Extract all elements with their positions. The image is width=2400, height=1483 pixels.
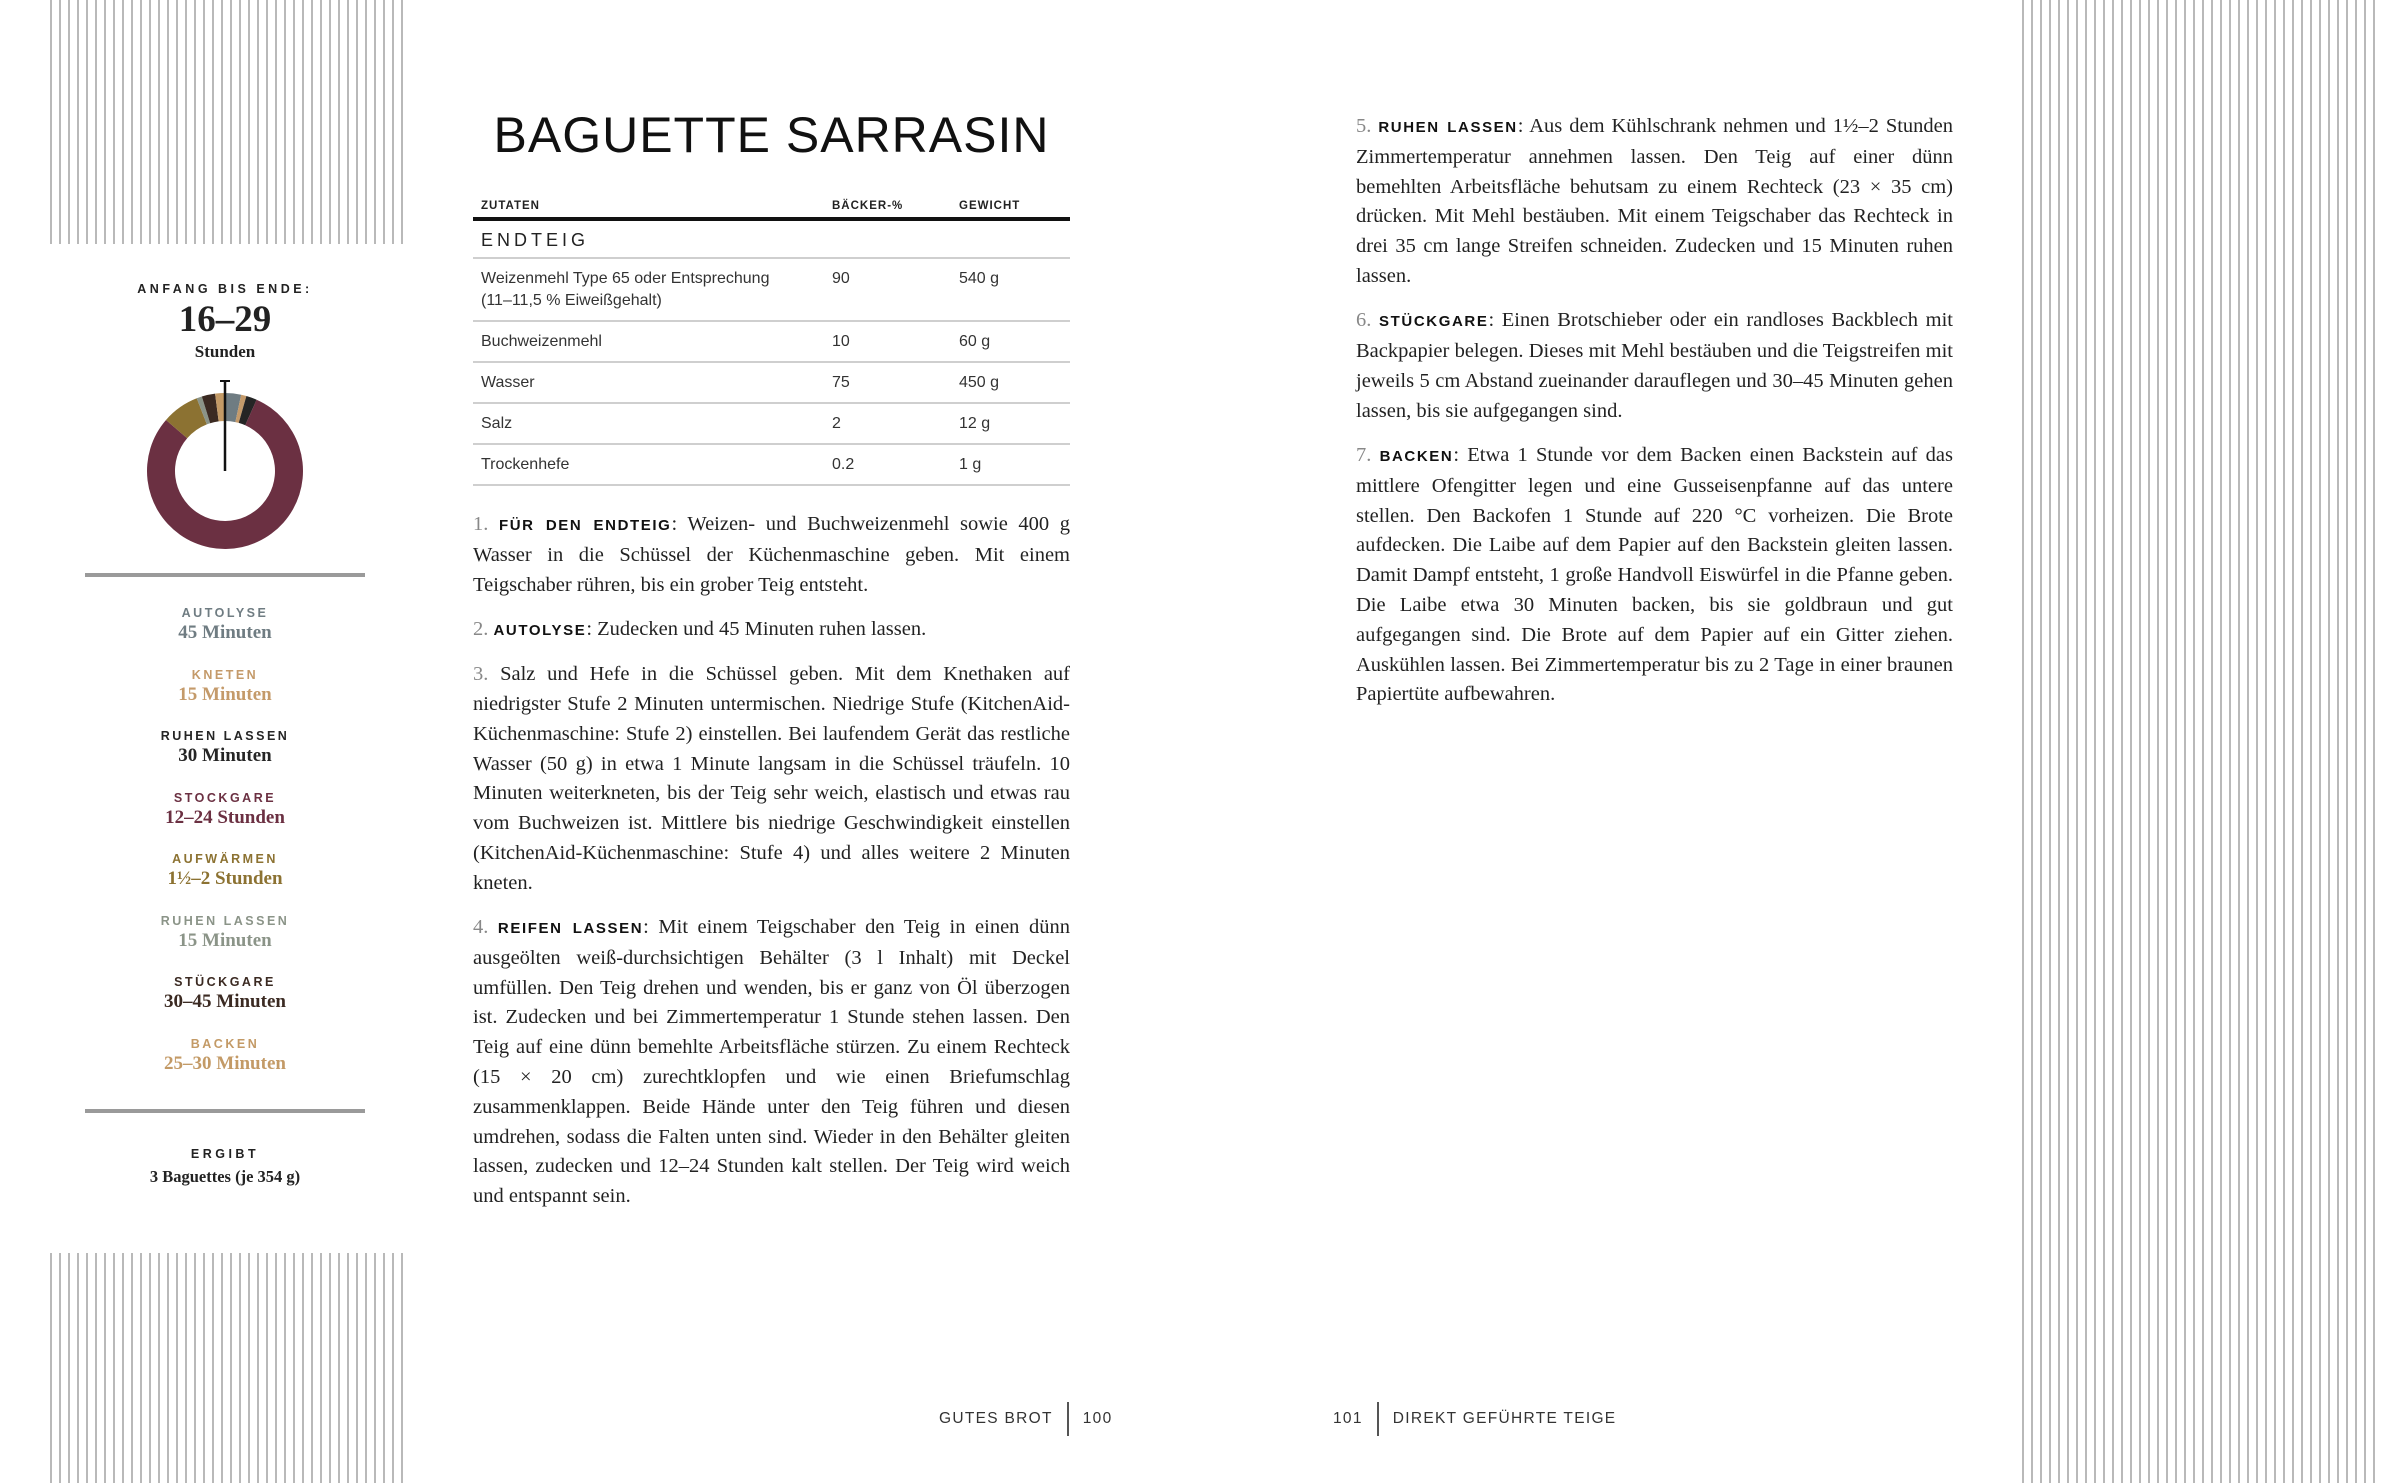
decorative-stripes-top-left: [43, 0, 410, 244]
timeline-sidebar: [85, 282, 365, 1187]
step-text: : Aus dem Kühlschrank nehmen und 1½–2 Stunden Zimmertemperatur annehmen lassen. Den Teig auf einer dünn bemehlten Arbeitsfläche behutsam zu einem Rechteck (23 × 35 cm) drücken. Mit Mehl bestäuben. Mit einem Teigschaber das Rechteck in drei 35 cm lange Streifen schneiden. Zudecken und 15 Minuten ruhen lassen.: [1356, 115, 1954, 287]
step-text: Salz und Hefe in die Schüssel geben. Mit dem Knethaken auf niedrigster Stufe 2 Minuten untermischen. Niedrige Stufe (KitchenAid-Küchenmaschine: Stufe 2) einstellen. Bei laufendem Gerät das restliche Wasser (50 g) in etwa 1 Minute langsam in die Schüssel träufeln. 10 Minuten weiterkneten, bis der Teig sehr weich, elastisch und etwas rau vom Buchweizen ist. Mittlere bis niedrige Geschwindigkeit einstellen (KitchenAid-Küchenmaschine: Stufe 4) und alles weitere 2 Minuten kneten.: [473, 663, 1070, 894]
phase-label: KNETEN: [191, 667, 259, 682]
ingredient-note: (11–11,5 % Eiweißgehalt): [481, 292, 662, 309]
step-number: 6.: [1356, 309, 1372, 332]
phase-item: [85, 667, 365, 729]
instruction-step: [473, 615, 1070, 646]
instruction-step: [1356, 306, 1953, 426]
instruction-step: [473, 510, 1070, 600]
phase-duration: 1½–2 Stunden: [167, 868, 283, 889]
instructions-column-left: [473, 510, 1070, 1227]
table-section-row: [473, 219, 1070, 258]
phase-duration: 12–24 Stunden: [165, 806, 285, 828]
ingredient-name-cell: [473, 258, 824, 321]
table-row: [473, 403, 1070, 444]
phase-label: AUTOLYSE: [181, 606, 269, 620]
footer-right: [1333, 1402, 1616, 1436]
column-header-weight: GEWICHT: [951, 200, 1070, 219]
step-text: : Mit einem Teigschaber den Teig in einen dünn ausgeölten weiß-durchsichtigen Behälter (3 l Inhalt) mit Deckel umfüllen. Den Teig drehen und wenden, bis er ganz von Öl überzogen ist. Zudecken und bei Zimmertemperatur 1 Stunde stehen lassen. Den Teig auf eine dünn bemehlte Arbeitsfläche stürzen. Zu einem Rechteck (15 × 20 cm) zurechtklopfen und wie einen Briefumschlag zusammenklappen. Beide Hände unter den Teig führen und diesen umdrehen, sodass die Falten unten sind. Wieder in den Behälter gleiten lassen, zudecken und 12–24 Stunden kalt stellen. Der Teig wird weich und entspannt sein.: [473, 916, 1070, 1208]
table-header-row: [473, 200, 1070, 219]
ingredient-name-cell: [473, 444, 824, 485]
phase-duration: 25–30 Minuten: [164, 1052, 286, 1074]
weight: 60 g: [951, 321, 1070, 362]
step-text: : Weizen- und Buchweizenmehl sowie 400 g Wasser in die Schüssel der Küchenmaschine geben. Mit einem Teigschaber rühren, bis ein grober Teig entsteht.: [473, 513, 1070, 596]
step-text: : Einen Brotschieber oder ein randloses Backblech mit Backpapier belegen. Dieses mit Mehl bestäuben und die Teigstreifen mit jeweils 5 cm Abstand zueinander darauflegen und 30–45 Minuten gehen lassen, bis sie aufgegangen sind.: [1356, 309, 1953, 422]
ingredient-name-cell: [473, 321, 824, 362]
step-label: REIFEN LASSEN: [497, 920, 644, 938]
column-header-ingredients: ZUTATEN: [473, 200, 824, 219]
bakers-percent: 2: [824, 403, 951, 444]
table-row: [473, 444, 1070, 485]
running-title-left: GUTES BROT: [939, 1410, 1053, 1427]
phase-label: AUFWÄRMEN: [172, 852, 278, 866]
step-label: BACKEN: [1379, 447, 1454, 465]
phase-label: BACKEN: [190, 1036, 260, 1051]
phase-label: STÜCKGARE: [174, 975, 276, 989]
bakers-percent: 75: [824, 362, 951, 403]
phase-item: [85, 913, 365, 975]
yield-label: ERGIBT: [190, 1147, 260, 1161]
instruction-step: [1356, 441, 1953, 710]
decorative-stripes-bottom-left: [43, 1253, 410, 1483]
recipe-title: BAGUETTE SARRASIN: [493, 107, 1050, 163]
ingredient-name: Weizenmehl Type 65 oder Entsprechung: [481, 270, 770, 287]
bakers-percent: 10: [824, 321, 951, 362]
step-number: 1.: [473, 513, 489, 535]
table-row: [473, 258, 1070, 321]
phase-item: [85, 1036, 365, 1098]
table-row: [473, 362, 1070, 403]
weight: 1 g: [951, 444, 1070, 485]
bakers-percent: 90: [824, 258, 951, 321]
timeline-donut-chart: [140, 376, 310, 551]
ingredient-name-cell: [473, 362, 824, 403]
bakers-percent: 0.2: [824, 444, 951, 485]
step-label: AUTOLYSE: [493, 621, 587, 639]
step-label: STÜCKGARE: [1379, 313, 1489, 331]
total-time-unit: Stunden: [194, 342, 256, 361]
ingredients-table: [473, 200, 1070, 486]
weight: 450 g: [951, 362, 1070, 403]
yield-block: [85, 1113, 365, 1187]
ingredient-name-cell: [473, 403, 824, 444]
phase-list: [85, 577, 365, 1109]
ingredient-name: Wasser: [481, 374, 535, 391]
phase-duration: 15 Minuten: [178, 929, 272, 951]
page-number-right: 101: [1333, 1410, 1363, 1427]
footer-separator: [1067, 1402, 1069, 1436]
instruction-step: [473, 660, 1070, 898]
yield-value: 3 Baguettes (je 354 g): [149, 1167, 301, 1186]
total-time-value: 16–29: [178, 299, 272, 340]
running-title-right: DIREKT GEFÜHRTE TEIGE: [1392, 1410, 1617, 1427]
column-header-bakers-percent: BÄCKER-%: [824, 200, 951, 219]
total-time-label: ANFANG BIS ENDE:: [137, 282, 313, 296]
phase-label: STOCKGARE: [173, 790, 277, 805]
phase-item: [85, 974, 365, 1036]
phase-duration: 15 Minuten: [178, 683, 272, 705]
footer-separator: [1377, 1402, 1379, 1436]
phase-label: RUHEN LASSEN: [160, 729, 290, 743]
phase-item: [85, 728, 365, 790]
ingredient-name: Salz: [481, 415, 513, 432]
footer-left: [939, 1402, 1113, 1436]
phase-duration: 30–45 Minuten: [164, 991, 286, 1012]
ingredient-name: Buchweizenmehl: [481, 333, 602, 350]
phase-duration: 45 Minuten: [178, 622, 272, 643]
page-number-left: 100: [1082, 1410, 1113, 1427]
instruction-step: [1356, 112, 1953, 292]
step-label: FÜR DEN ENDTEIG: [498, 517, 672, 534]
step-text: : Zudecken und 45 Minuten ruhen lassen.: [586, 617, 927, 640]
phase-item: [85, 790, 365, 852]
weight: 12 g: [951, 403, 1070, 444]
weight: 540 g: [951, 258, 1070, 321]
phase-item: [85, 851, 365, 913]
step-number: 2.: [473, 617, 489, 640]
phase-label: RUHEN LASSEN: [160, 913, 290, 928]
step-number: 4.: [473, 916, 489, 939]
step-number: 7.: [1356, 443, 1372, 466]
phase-duration: 30 Minuten: [178, 745, 272, 766]
table-row: [473, 321, 1070, 362]
ingredient-name: Trockenhefe: [481, 456, 570, 473]
phase-item: [85, 605, 365, 667]
step-label: RUHEN LASSEN: [1378, 119, 1518, 136]
step-number: 3.: [473, 663, 489, 686]
decorative-stripes-right: [2015, 0, 2381, 1483]
instructions-column-right: [1356, 112, 1953, 725]
step-text: : Etwa 1 Stunde vor dem Backen einen Backstein auf das mittlere Ofengitter legen und eine Gusseisenpfanne auf das untere stellen. Den Backofen 1 Stunde auf 220 °C vorheizen. Die Brote aufdecken. Die Laibe auf dem Papier auf den Backstein gleiten lassen. Damit Dampf entsteht, 1 große Handvoll Eiswürfel in die Pfanne geben. Die Laibe etwa 30 Minuten backen, bis sie goldbraun und gut aufgegangen sind. Die Brote auf dem Papier auf ein Gitter ziehen. Auskühlen lassen. Bei Zimmertemperatur bis zu 2 Tage in einer braunen Papiertüte aufbewahren.: [1356, 443, 1953, 706]
step-number: 5.: [1356, 115, 1372, 137]
instruction-step: [473, 913, 1070, 1212]
section-title: ENDTEIG: [473, 219, 1070, 258]
